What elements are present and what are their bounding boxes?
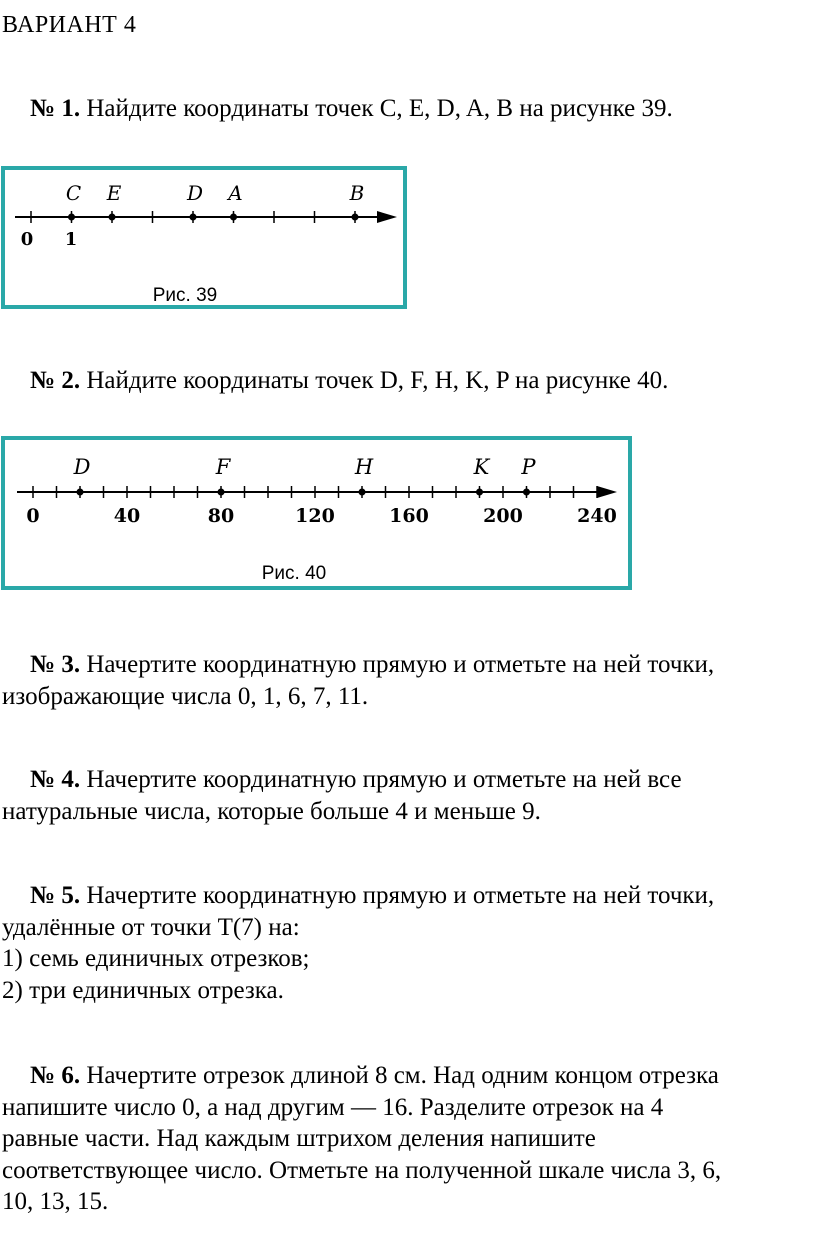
number-line-40 [5, 440, 628, 586]
point-B [352, 214, 359, 221]
task-6-number: № 6. [30, 1062, 81, 1089]
task-4-number: № 4. [30, 766, 81, 793]
figure-40 [1, 436, 632, 590]
figure-40-caption: Рис. 40 [261, 563, 327, 584]
task-4-line-2: натуральные числа, которые больше 4 и меньше 9. [2, 797, 541, 825]
task-3-line-1: Начертите координатную прямую и отметьте на ней точки, [86, 651, 715, 678]
point-E [109, 214, 116, 221]
point-P [523, 489, 530, 496]
task-6 [2, 1060, 814, 1218]
task-6-line-5: 10, 13, 15. [2, 1188, 109, 1215]
figure-39-caption: Рис. 39 [152, 285, 218, 305]
point-label-F: F [215, 455, 231, 479]
task-5-line-3: 1) семь единичных отрезков; [2, 945, 310, 972]
tick-label-0: 0 [20, 229, 34, 250]
task-2 [2, 365, 814, 397]
point-label-A: A [228, 181, 243, 205]
task-1-text: Найдите координаты точек C, E, D, A, B на рисунке 39. [86, 95, 673, 122]
task-5-line-4: 2) три единичных отрезка. [2, 976, 284, 1004]
point-label-B: B [349, 181, 365, 205]
task-5-line-2: удалённые от точки T(7) на: [2, 913, 300, 941]
point-A [230, 214, 237, 221]
task-6-line-2: напишите число 0, а над другим — 16. Разделите отрезок на 4 [2, 1093, 664, 1121]
point-label-P: P [521, 455, 536, 479]
point-D [190, 214, 197, 221]
point-label-D: D [186, 181, 204, 205]
task-3-line-2: изображающие числа 0, 1, 6, 7, 11. [2, 682, 369, 710]
tick-label-240: 240 [577, 505, 617, 527]
variant-title: ВАРИАНТ 4 [2, 12, 137, 38]
tick-label-80: 80 [207, 505, 235, 527]
task-5-number: № 5. [30, 882, 81, 909]
tick-label-1: 1 [64, 229, 78, 250]
point-H [359, 489, 366, 496]
task-3-number: № 3. [30, 651, 81, 678]
point-label-H: H [354, 455, 374, 479]
tick-label-40: 40 [113, 505, 141, 527]
task-4-line-1: Начертите координатную прямую и отметьте на ней все [86, 766, 682, 793]
point-label-D: D [73, 455, 91, 479]
point-D [77, 489, 84, 496]
task-2-text: Найдите координаты точек D, F, H, K, P на рисунке 40. [86, 367, 669, 394]
point-C [68, 214, 75, 221]
axis-arrow [377, 211, 397, 223]
axis-arrow [597, 486, 617, 498]
task-5-line-1: Начертите координатную прямую и отметьте на ней точки, [86, 882, 715, 909]
tick-label-200: 200 [483, 505, 523, 527]
task-6-line-3: равные части. Над каждым штрихом деления напишите [2, 1125, 596, 1152]
task-1 [2, 93, 814, 125]
point-label-C: C [65, 181, 82, 205]
task-3 [2, 649, 814, 712]
task-6-line-4: соответствующее число. Отметьте на полученной шкале числа 3, 6, [2, 1156, 722, 1184]
number-line-39 [5, 170, 403, 305]
point-label-E: E [106, 181, 122, 205]
tick-label-160: 160 [389, 505, 429, 527]
task-5 [2, 880, 814, 1006]
point-label-K: K [473, 455, 490, 479]
point-F [218, 489, 225, 496]
tick-label-120: 120 [295, 505, 335, 527]
task-1-number: № 1. [30, 95, 81, 122]
figure-39 [1, 166, 407, 309]
task-2-number: № 2. [30, 367, 81, 394]
task-4 [2, 764, 814, 827]
tick-label-0: 0 [26, 505, 40, 527]
task-6-line-1: Начертите отрезок длиной 8 см. Над одним концом отрезка [86, 1062, 719, 1089]
point-K [476, 489, 483, 496]
